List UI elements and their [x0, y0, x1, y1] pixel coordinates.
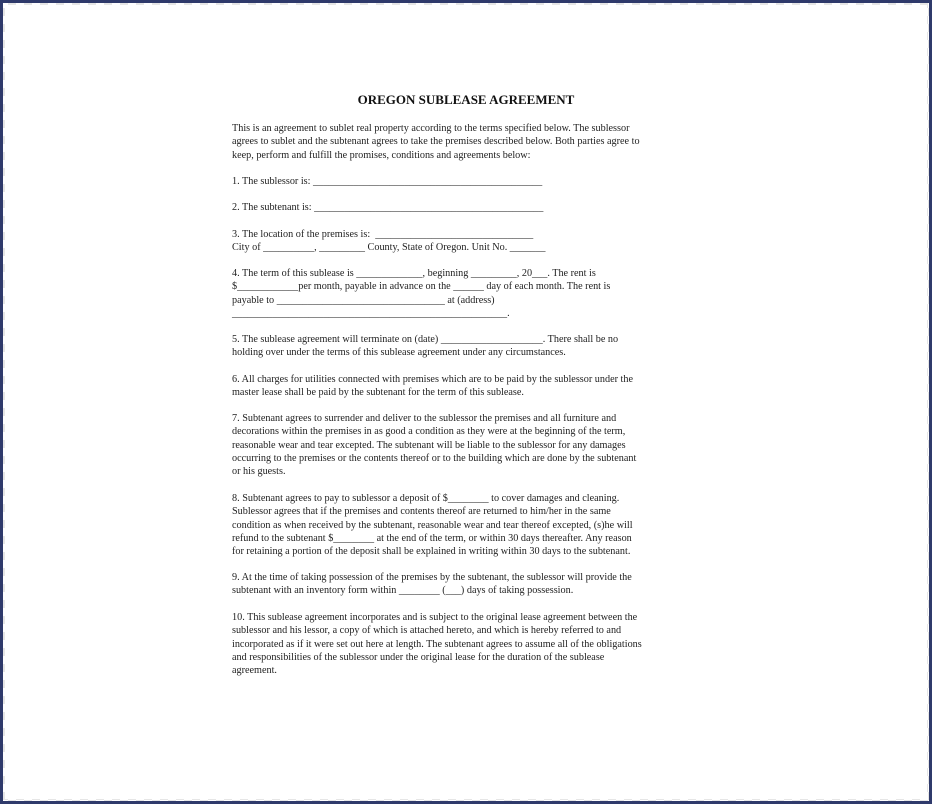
- clause-6-line: 6. All charges for utilities connected with premises which are to be paid by the sublessor under the: [232, 374, 633, 385]
- clause-1-line: 1. The sublessor is: _____________________________________________: [232, 176, 543, 187]
- clause-8-line: condition as when received by the subtenant, reasonable wear and tear thereof excepted, (s)he will: [232, 519, 633, 531]
- intro-line: keep, perform and fulfill the promises, conditions and agreements below:: [232, 149, 531, 161]
- clause-7-line: or his guests.: [232, 466, 286, 478]
- clause-7-line: 7. Subtenant agrees to surrender and deliver to the sublessor the premises and all furniture and: [232, 413, 617, 424]
- clause-10-line: and responsibilities of the sublessor under the original lease for the duration of the sublease: [232, 651, 605, 663]
- clause-6-line: master lease shall be paid by the subtenant for the term of this sublease.: [232, 387, 524, 399]
- clause-2-line: 2. The subtenant is: _____________________________________________: [232, 202, 544, 213]
- clause-9-line: subtenant with an inventory form within ________ (___) days of taking possession.: [232, 585, 574, 597]
- clause-10-line: agreement.: [232, 665, 277, 677]
- clause-3-line: 3. The location of the premises is: _______________________________: [232, 229, 534, 240]
- clause-8-line: refund to the subtenant $________ at the end of the term, or within 30 days thereafter. Any reason: [232, 532, 632, 544]
- clause-4-line: ______________________________________________________.: [232, 307, 510, 319]
- clause-4-line: payable to _________________________________ at (address): [232, 294, 495, 306]
- clause-8-line: for retaining a portion of the deposit shall be explained in writing within 30 days to the subtenant.: [232, 546, 631, 558]
- document-title: OREGON SUBLEASE AGREEMENT: [357, 92, 575, 107]
- clause-7-line: decorations within the premises in as good a condition as they were at the beginning of the term,: [232, 426, 626, 438]
- clause-3-line: City of __________, _________ County, State of Oregon. Unit No. _______: [232, 242, 546, 254]
- clause-10-line: incorporated as if it were set out here at length. The subtenant agrees to assume all of the obligations: [232, 638, 642, 650]
- clause-7-line: reasonable wear and tear excepted. The subtenant will be liable to the sublessor for any damages: [232, 439, 626, 451]
- clause-9-line: 9. At the time of taking possession of the premises by the subtenant, the sublessor will provide the: [232, 572, 632, 583]
- clause-10-line: 10. This sublease agreement incorporates and is subject to the original lease agreement between the: [232, 612, 638, 623]
- clause-8-line: Sublessor agrees that if the premises and contents thereof are returned to him/her in the same: [232, 506, 611, 518]
- clause-10-line: sublessor and his lessor, a copy of which is attached hereto, and which is hereby referred to and: [232, 625, 622, 637]
- clause-8-line: 8. Subtenant agrees to pay to sublessor a deposit of $________ to cover damages and cleaning.: [232, 493, 620, 504]
- intro-line: This is an agreement to sublet real property according to the terms specified below. The sublessor: [232, 123, 630, 134]
- clause-7-line: occurring to the premises or the contents thereof or to the building which are done by the subtenant: [232, 452, 637, 464]
- clause-5-line: holding over under the terms of this sublease agreement under any circumstances.: [232, 347, 566, 359]
- clause-4-line: $____________per month, payable in advance on the ______ day of each month. The rent is: [232, 281, 611, 293]
- clause-4-line: 4. The term of this sublease is _____________, beginning _________, 20___. The rent is: [232, 268, 596, 279]
- intro-line: agrees to sublet and the subtenant agrees to take the premises described below. Both parties agree to: [232, 136, 640, 148]
- clause-5-line: 5. The sublease agreement will terminate on (date) ____________________. There shall be no: [232, 334, 619, 345]
